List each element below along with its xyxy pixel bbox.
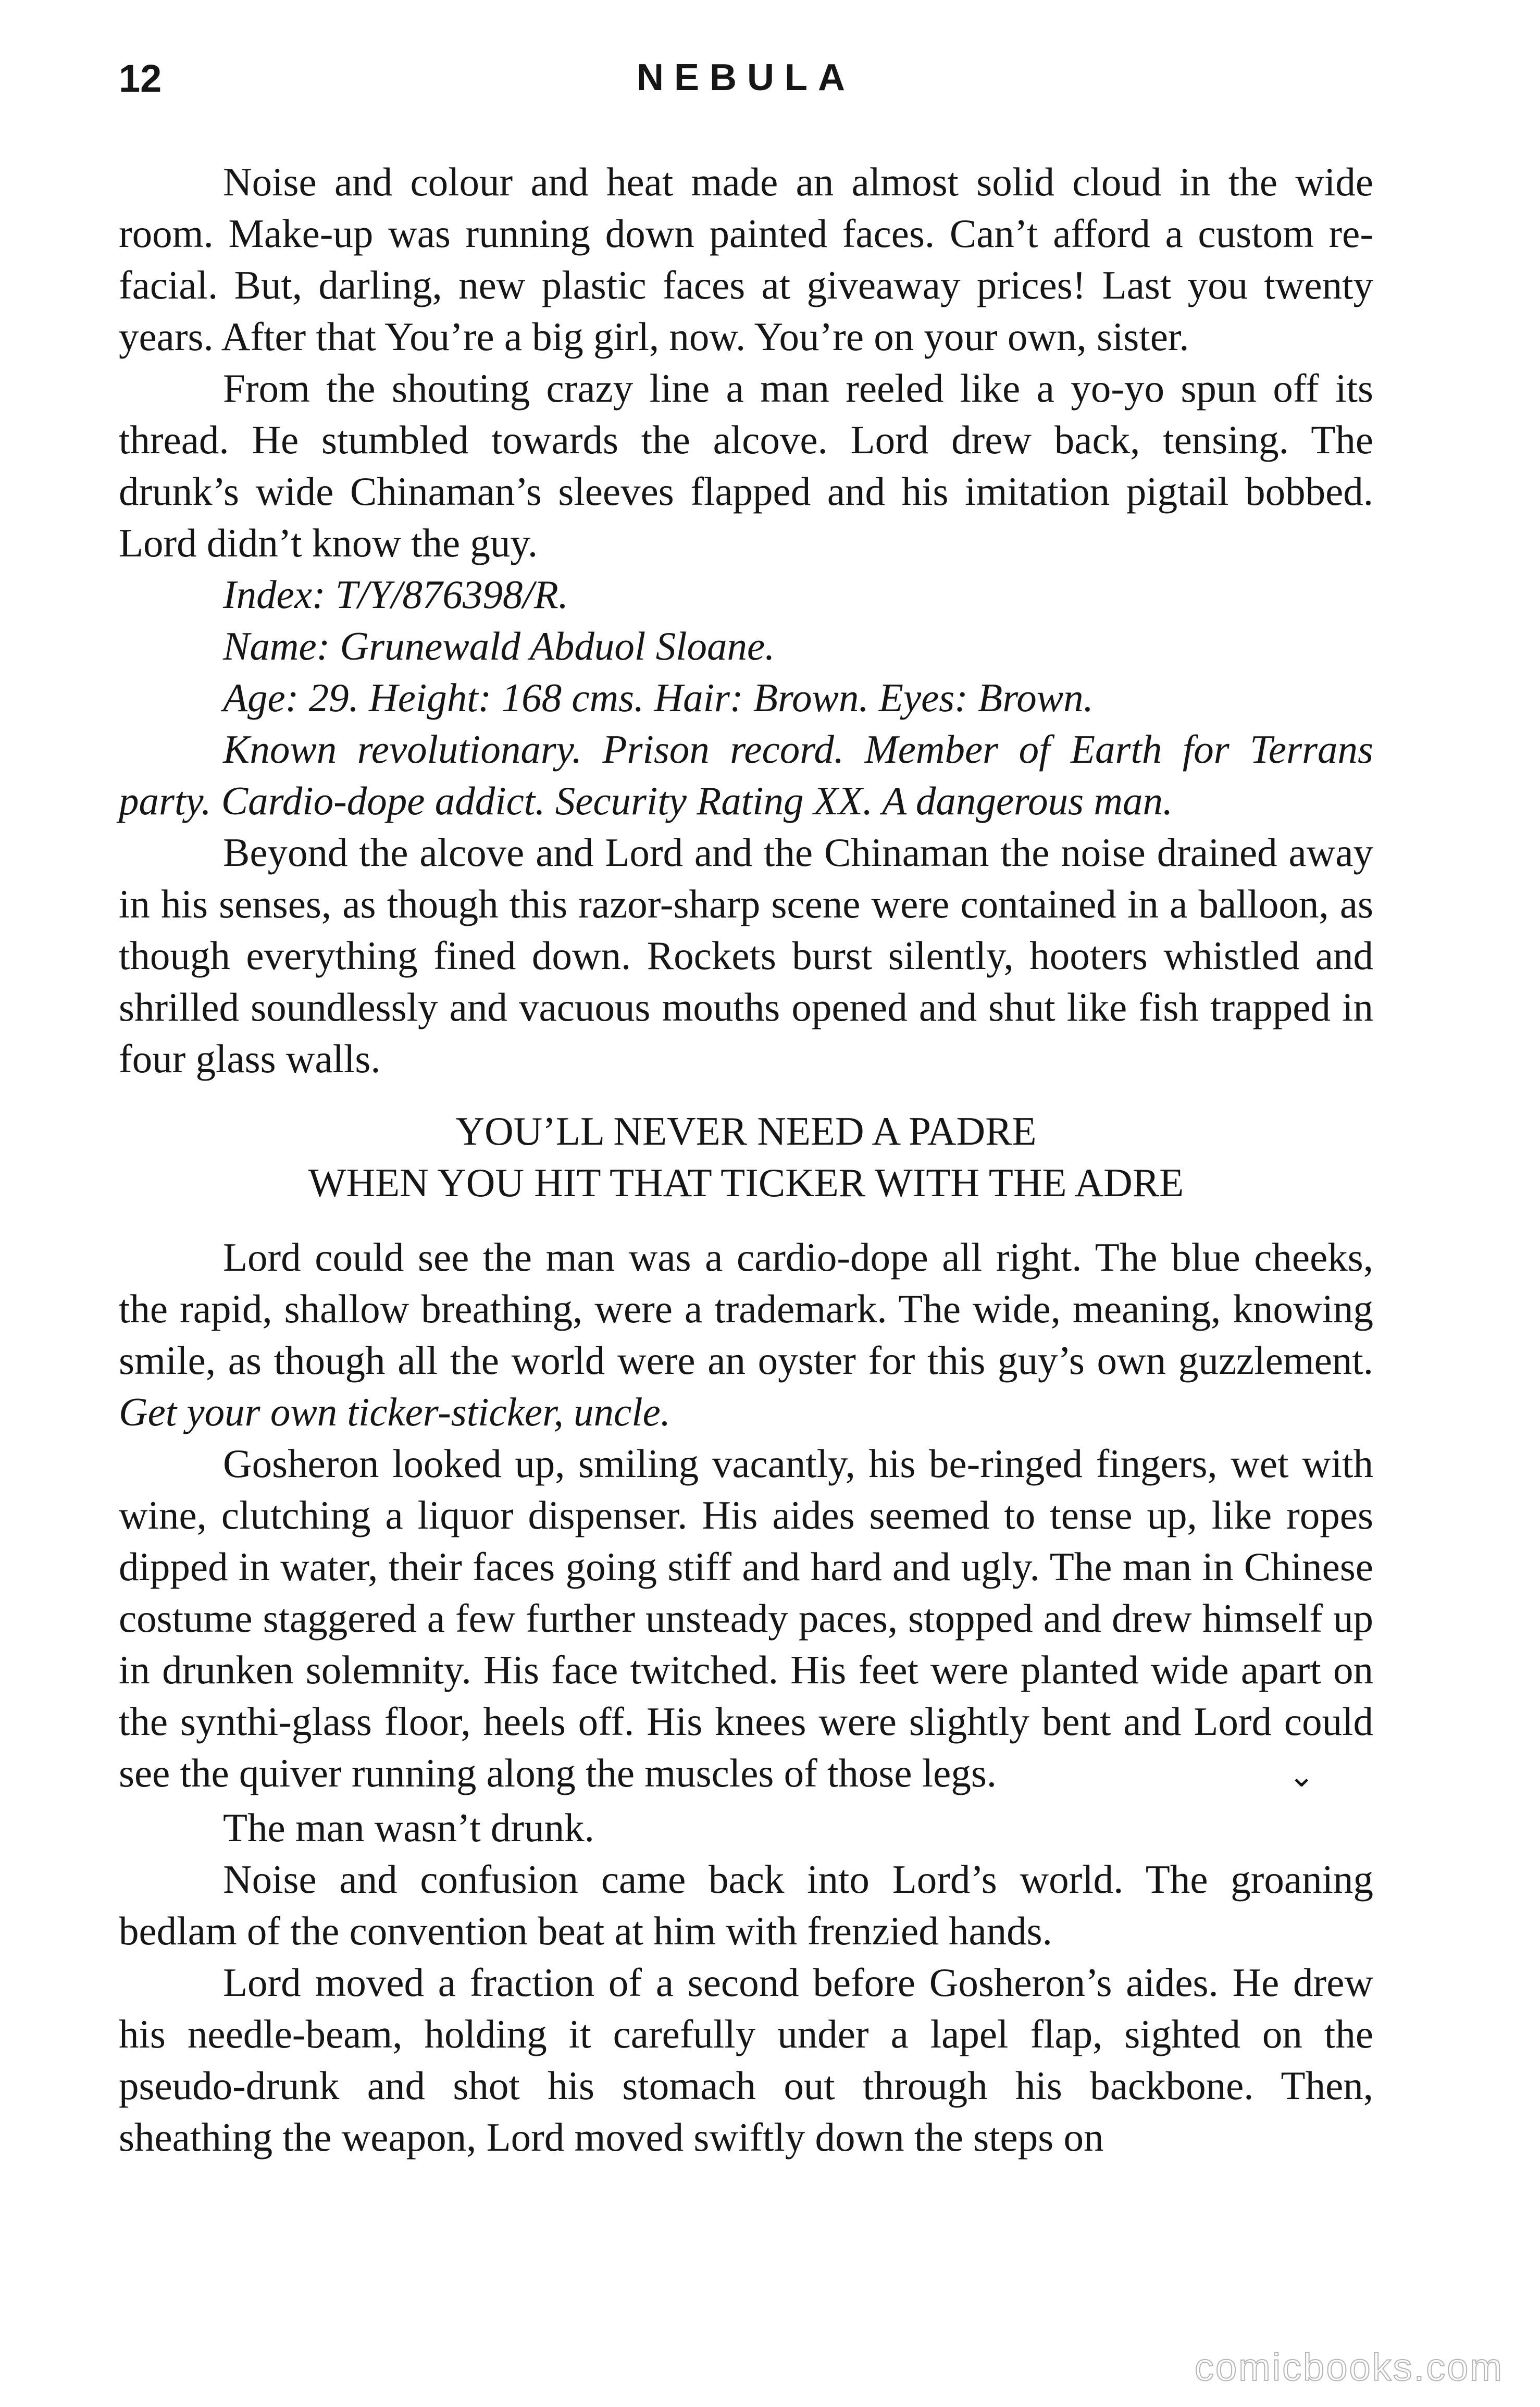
- body-text: [119, 156, 1373, 2163]
- stray-mark: ⌄: [1288, 1759, 1315, 1793]
- dossier-stats: Age: 29. Height: 168 cms. Hair: Brown. Eyes: Brown.: [223, 675, 1094, 720]
- cardio-italic: Get your own ticker-sticker, uncle.: [119, 1389, 671, 1434]
- cardio-text: Lord could see the man was a cardio-dope all right. The blue cheeks, the rapid, shallow breathing, were a trademark. The wide, meaning, knowing smile, as though all the world were an oyster for this guy’s own guzzlement.: [119, 1235, 1373, 1383]
- dossier-record: Known revolutionary. Prison record. Member of Earth for Terrans party. Cardio-dope addict. Security Rating XX. A dangerous man.: [119, 727, 1373, 823]
- paragraph-noise: Noise and colour and heat made an almost solid cloud in the wide room. Make-up was running down painted faces. Can’t afford a custom re-facial. But, darling, new plastic faces at giveaway prices! Last you twenty years. After that You’re a big girl, now. You’re on your own, sister.: [119, 159, 1373, 359]
- running-title: NEBULA: [637, 57, 855, 98]
- page-number: 12: [119, 57, 162, 100]
- paragraph-cardio-dope: [119, 1232, 1373, 1438]
- verse-line-1: YOU’LL NEVER NEED A PADRE: [455, 1109, 1037, 1153]
- dossier-index: Index: T/Y/876398/R.: [223, 572, 568, 617]
- paragraph-needle-beam: Lord moved a fraction of a second before Gosheron’s aides. He drew his needle-beam, holding it carefully under a lapel flap, sighted on the pseudo-drunk and shot his stomach out through his backbone. Then, sheathing the weapon, Lord moved swiftly down the steps on: [119, 1960, 1373, 2160]
- page-header: [119, 56, 1373, 119]
- paragraph-gosheron: [119, 1438, 1373, 1802]
- paragraph-noise-back: Noise and confusion came back into Lord’s world. The groaning bedlam of the convention beat at him with frenzied hands.: [119, 1857, 1373, 1953]
- dossier-name: Name: Grunewald Abduol Sloane.: [223, 624, 775, 668]
- verse: [119, 1106, 1373, 1209]
- verse-line-2: WHEN YOU HIT THAT TICKER WITH THE ADRE: [308, 1160, 1184, 1205]
- paragraph-not-drunk: The man wasn’t drunk.: [223, 1805, 594, 1850]
- watermark: comicbooks.com: [1194, 2346, 1504, 2389]
- gosheron-text: Gosheron looked up, smiling vacantly, his be-ringed fingers, wet with wine, clutching a liquor dispenser. His aides seemed to tense up, like ropes dipped in water, their faces going stiff and hard and ugly. The man in Chinese costume staggered a few further unsteady paces, stopped and drew himself up in drunken solemnity. His face twitched. His feet were planted wide apart on the synthi-glass floor, heels off. His knees were slightly bent and Lord could see the quiver running along the muscles of those legs.: [119, 1441, 1373, 1795]
- paragraph-beyond-alcove: Beyond the alcove and Lord and the Chinaman the noise drained away in his senses, as though this razor-sharp scene were contained in a balloon, as though everything fined down. Rockets burst silently, hooters whistled and shrilled soundlessly and vacuous mouths opened and shut like fish trapped in four glass walls.: [119, 830, 1373, 1081]
- paragraph-drunk: From the shouting crazy line a man reeled like a yo-yo spun off its thread. He stumbled towards the alcove. Lord drew back, tensing. The drunk’s wide Chinaman’s sleeves flapped and his imitation pigtail bobbed. Lord didn’t know the guy.: [119, 366, 1373, 565]
